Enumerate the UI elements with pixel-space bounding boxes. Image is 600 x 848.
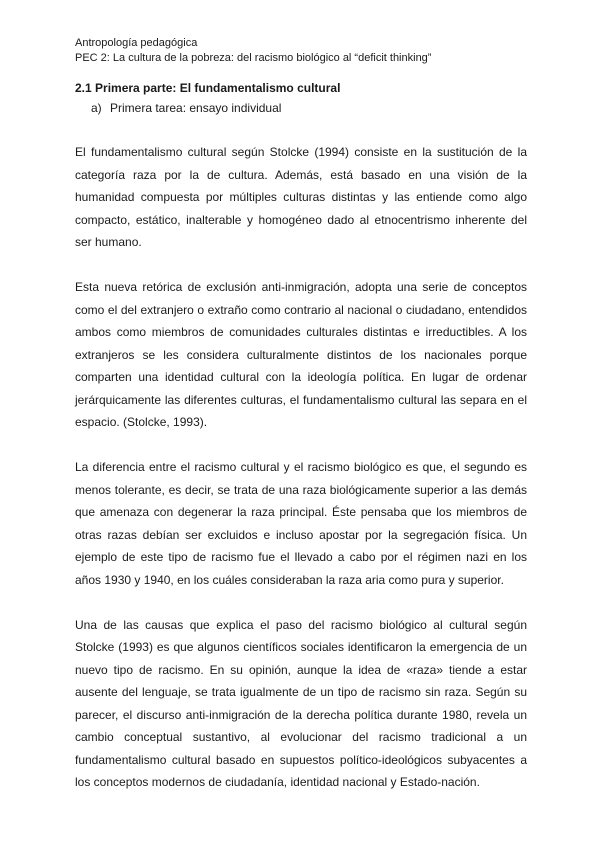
paragraph: Esta nueva retórica de exclusión anti-inmigración, adopta una serie de conceptos como el del extranjero o extraño como contrario al nacional o ciudadano, entendidos ambos como miembros de comunidades culturales distintas e irreductibles. A los extranjeros se les considera culturalmente distintos de los nacionales porque comparten una identidad cultural con la ideología política. En lugar de ordenar jerárquicamente las diferentes culturas, el fundamentalismo cultural las separa en el espacio. (Stolcke, 1993). — [75, 280, 527, 429]
course-title: Antropología pedagógica — [75, 37, 198, 49]
task-label: Primera tarea: ensayo individual — [110, 101, 282, 115]
essay-body — [75, 141, 527, 816]
paragraph: El fundamentalismo cultural según Stolcke (1994) consiste en la sustitución de la categoría raza por la de cultura. Además, está basado en una visión de la humanidad compuesta por múltiples culturas distintas y las entiende como algo compacto, estático, inalterable y homogéneo dado al etnocentrismo inherente del ser humano. — [75, 145, 527, 249]
task-marker: a) — [91, 101, 102, 115]
paragraph: La diferencia entre el racismo cultural y el racismo biológico es que, el segundo es menos tolerante, es decir, se trata de una raza biológicamente superior a las demás que amenaza con degenerar la raza principal. Éste pensaba que los miembros de otras razas debían ser excluidos e incluso apostar por la segregación física. Un ejemplo de este tipo de racismo fue el llevado a cabo por el régimen nazi en los años 1930 y 1940, en los cuáles consideraban la raza aria como pura y superior. — [75, 460, 527, 587]
assignment-subtitle: PEC 2: La cultura de la pobreza: del racismo biológico al “deficit thinking” — [75, 52, 432, 64]
page-header — [75, 36, 545, 66]
task-list-item — [91, 101, 281, 115]
section-heading: 2.1 Primera parte: El fundamentalismo cultural — [75, 81, 341, 95]
paragraph: Una de las causas que explica el paso del racismo biológico al cultural según Stolcke (1993) es que algunos científicos sociales identificaron la emergencia de un nuevo tipo de racismo. En su opinión, aunque la idea de «raza» tiende a estar ausente del lenguaje, se trata igualmente de un tipo de racismo sin raza. Según su parecer, el discurso anti-inmigración de la derecha política durante 1980, revela un cambio conceptual sustantivo, al evolucionar del racismo tradicional a un fundamentalismo cultural basado en supuestos político-ideológicos subyacentes a los conceptos modernos de ciudadanía, identidad nacional y Estado-nación. — [75, 617, 527, 789]
